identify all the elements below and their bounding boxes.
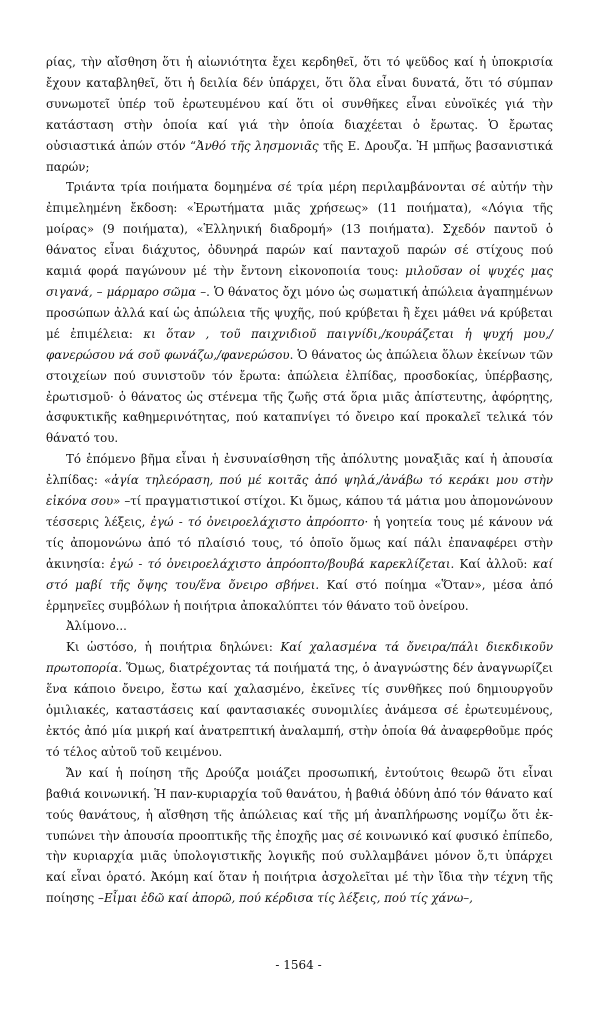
italic-quote: ἐγώ - τό ὀνειροελάχιστο ἀπρόοπτο/βουβά καρεκλίζεται.: [110, 556, 455, 571]
text-run: . Ὁ θάνατος ὄχι μόνο ὡς σωματική ἀπώλεια ἀγαπημένων προσώπων ἀλλά καί ὡς ἀπώλεια τῆς ψυχῆς, πού κρύβεται ἢ ἔχει μάθει νά κρύβεται μέ ἐπιμέλεια:: [46, 284, 553, 341]
paragraph: [46, 52, 553, 177]
italic-quote: Εἶμαι ἐδῶ καί ἀπορῶ, πού κέρδισα τίς λέξεις, πού τίς χάνω–,: [103, 891, 473, 906]
italic-quote: καί στό μαβί τῆς ὄψης του/ἕνα ὄνειρο σβήνει.: [46, 556, 554, 592]
text-run: Ὅμως, διατρέχοντας τά ποιήματά της, ὁ ἀναγνώστης δέν ἀναγνωρίζει ἕνα κάποιο ὄνειρο, ἔστω καί χαλασμένο, ἐκεῖνες τίς συνθῆκες πού δημιουργοῦν ὁμιλιακές, καταστάσεις καί φαντασιακές συνομιλίες ἀνάμεσα σέ ἐρωτευμένους, ἐκτός ἀπό μία μικρή καί ἀνατρεπτική ἀναλαμπή, στὴν ὁποία θά ἀναφερθοῦμε πρός τό τέλος αὐτοῦ τοῦ κειμένου.: [46, 661, 553, 759]
italic-quote: Ἀνθό τῆς λησμονιᾶς: [196, 138, 319, 153]
text-run: Καί ἀλλοῦ:: [454, 556, 533, 571]
italic-quote: Καί χαλασμένα τά ὄνειρα/πάλι διεκδικοῦν πρωτοπορία.: [46, 640, 553, 676]
text-run: . Ὁ θάνατος ὡς ἀπώλεια ὅλων ἐκείνων τῶν στοιχείων πού συνιστοῦν τόν ἔρωτα: ἀπώλεια ἐλπίδας, προσδοκίας, ὑπέρβασης, ἐρωτισμοῦ· ὁ θάνατος ὡς στένεμα τῆς ζωῆς στά ὅρια μιᾶς ἀπίστευτης, ἀφόρητης, ἀσφυκτικῆς καθημερινότητας, πού καταπνίγει τό ὄνειρο καί προκαλεῖ τελικά τόν θάνατό του.: [46, 347, 553, 446]
page-number: - 1564 -: [275, 958, 322, 972]
body-text: [46, 52, 553, 909]
text-run: Τό ἑπόμενο βῆμα εἶναι ἡ ἐνσυναίσθηση τῆς ἀπόλυτης μοναξιᾶς καί ἡ ἀπουσία ἐλπίδας:: [46, 452, 553, 488]
text-run: Ἀλίμονο...: [66, 619, 127, 634]
text-run: –τί πραγματιστικοί στίχοι. Κι ὅμως, κάπου τά μάτια μου ἀπομονώνουν τέσσερις λέξεις,: [46, 494, 553, 529]
italic-quote: «ἁγία τηλεόραση, πού μέ κοιτᾶς ἀπό ψηλά,/ἀνάβω τό κεράκι μου στὴν εἰκόνα σου»: [46, 473, 553, 509]
italic-quote: ἐγώ - τό ὀνειροελάχιστο ἀπρόοπτο: [150, 514, 365, 529]
paragraph: [46, 616, 553, 637]
text-run: Καί στό ποίημα «Ὅταν», μέσα ἀπό ἑρμηνεῖες συμβόλων ἡ ποιήτρια ἀποκαλύπτει τόν θάνατο τοῦ ὀνείρου.: [46, 577, 553, 613]
text-run: τῆς Ε. Δρουζα. Ἡ μπῆως βασανιστικά παρών;: [46, 138, 553, 174]
paragraph: [46, 763, 553, 909]
text-run: Κι ὡστόσο, ἡ ποιήτρια δηλώνει:: [66, 640, 281, 655]
italic-quote: κι ὅταν , τοῦ παιχνιδιοῦ παιγνίδι,/κουράζεται ἡ ψυχή μου,/φανερώσου νά σοῦ φωνάζω,/φανερώσου: [46, 326, 553, 362]
paragraph: [46, 637, 553, 762]
italic-quote: μιλοῦσαν οἱ ψυχές μας σιγανά, – μάρμαρο σῶμα –: [46, 264, 553, 299]
paragraph: [46, 177, 553, 449]
text-run: · ἡ γοητεία τους μέ κάνουν νά τίς ἀπομονώνω ἀπό τό πλαίσιό τους, τό ὁποῖο ὅμως καί πάλι ἐπαναφέρει στὴν ἀκινησία:: [46, 514, 554, 571]
text-run: Ἄν καί ἡ ποίηση τῆς Δρούζα μοιάζει προσωπική, ἐντούτοις θεωρῶ ὅτι εἶναι βαθιά κοινωνική. Ἡ παν-κυριαρχία τοῦ θανάτου, ἡ βαθιά ὀδύνη ἀπό τόν θάνατο καί τούς θανάτους, ἡ αἴσθηση τῆς ἀπώλειας καί τῆς μή ἀναπλήρωσης νομίζω ὅτι ἐκ-τυπώνει τὴν ἀπουσία προοπτικῆς τῆς ἐποχῆς μας σέ κοινωνικό καί φυσικό ἐπίπεδο, τὴν κυριαρχία μιᾶς ὑπολογιστικῆς λογικῆς πού συλλαμβάνει μόνον ὅ,τι ὑπάρχει καί εἶναι ὁρατό. Ἀκόμη καί ὅταν ἡ ποιήτρια ἀσχολεῖται μέ τὴν ἴδια τὴν τέχνη τῆς ποίησης –: [46, 765, 553, 906]
paragraph: [46, 449, 553, 616]
text-run: ρίας, τὴν αἴσθηση ὅτι ἡ αἰωνιότητα ἔχει κερδηθεῖ, ὅτι τό ψεῦδος καί ἡ ὑποκρισία ἔχουν καταβληθεῖ, ὅτι ἡ δειλία δέν ὑπάρχει, ὅτι ὅλα εἶναι δυνατά, ὅτι τό σύμπαν συνωμοτεῖ ὑπέρ τοῦ ἐρωτευμένου καί ὅτι οἱ συνθῆκες εἶναι εὐνοϊκές γιά τὴν κατάσταση στὴν ὁποία καί γιά τὴν ὁποία διαχέεται ὁ ἔρωτας. Ὁ ἔρωτας οὐσιαστικά ἀπών στόν “: [46, 55, 553, 153]
text-run: Τριάντα τρία ποιήματα δομημένα σέ τρία μέρη περιλαμβάνονται σέ αὐτήν τὴν ἐπιμελημένη ἔκδοση: «Ἐρωτήματα μιᾶς χρήσεως» (11 ποιήματα), «Λόγια τῆς μοίρας» (9 ποιήματα), «Ἑλληνική διαδρομή» (13 ποιήματα). Σχεδόν παντοῦ ὁ θάνατος εἶναι διάχυτος, ὀδυνηρά παρών καί πανταχοῦ παρών σέ στίχους πού καμιά φορά παγώνουν μέ τὴν ἔντονη εἰκονοποιία τους:: [46, 180, 553, 279]
